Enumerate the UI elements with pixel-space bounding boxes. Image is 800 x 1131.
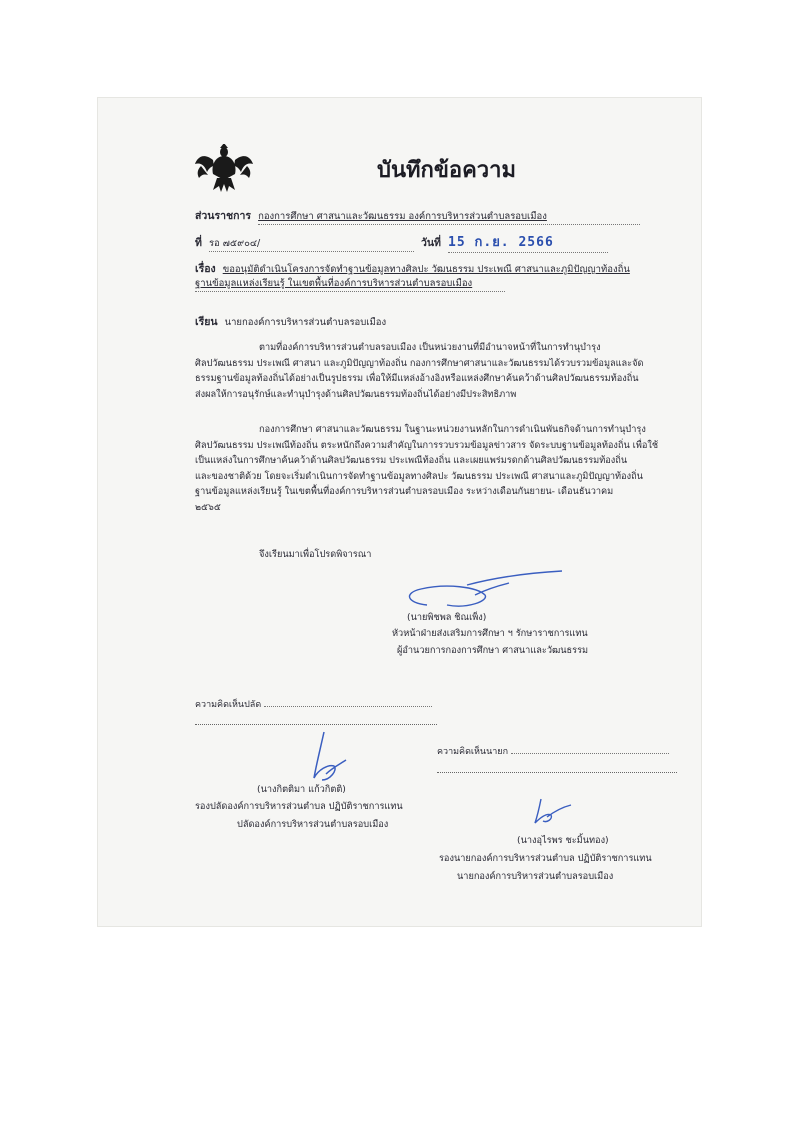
ref-value: รอ ๗๕๙๐๔/ (209, 236, 414, 252)
to-row (195, 313, 386, 330)
paragraph-line: ศิลปวัฒนธรรม ประเพณีท้องถิ่น ตระหนักถึงความสำคัญในการรวบรวมข้อมูลข่าวสาร จัดระบบฐานข้อมูลท้องถิ่น เพื่อใช้ (195, 439, 659, 451)
to-label: เรียน (195, 316, 218, 328)
subject-line-1: ขออนุมัติดำเนินโครงการจัดทำฐานข้อมูลทางศิลปะ วัฒนธรรม ประเพณี ศาสนาและภูมิปัญญาท้องถิ่น (222, 264, 630, 275)
paragraph-line: เป็นแหล่งในการศึกษาค้นคว้าด้านศิลปวัฒนธรรม ประเพณีท้องถิ่น และเผยแพร่มรดกด้านศิลปวัฒนธรรมท้องถิ่น (195, 455, 628, 466)
clerk-opinion-label: ความคิดเห็นปลัด (195, 700, 262, 710)
mayor-signer-position-2: นายกองค์การบริหารส่วนตำบลรอบเมือง (457, 871, 614, 882)
subject-row (195, 260, 630, 277)
signature-scribble-mayor (527, 795, 575, 827)
clerk-opinion-row (195, 697, 432, 711)
paragraph-line: ส่งผลให้การอนุรักษ์และทำนุบำรุงด้านศิลปวัฒนธรรมท้องถิ่นได้อย่างมีประสิทธิภาพ (195, 388, 517, 400)
closing-text: จึงเรียนมาเพื่อโปรดพิจารณา (259, 549, 372, 560)
signature-scribble-main (397, 565, 567, 615)
ref-label: ที่ (195, 237, 202, 249)
paragraph-line: ตามที่องค์การบริหารส่วนตำบลรอบเมือง เป็นหน่วยงานที่มีอำนาจหน้าที่ในการทำนุบำรุง (259, 342, 601, 353)
agency-row (195, 207, 640, 225)
date-label: วันที่ (420, 237, 441, 249)
paragraph-line: และของชาติด้วย โดยจะเริ่มดำเนินการจัดทำฐานข้อมูลทางศิลปะ วัฒนธรรม ประเพณี ศาสนาและภูมิปัญญาท้องถิ่น (195, 470, 643, 482)
mayor-signer-name: (นางอุไรพร ชะมิ้นทอง) (517, 835, 609, 846)
subject-line-2: ฐานข้อมูลแหล่งเรียนรู้ ในเขตพื้นที่องค์การบริหารส่วนตำบลรอบเมือง (195, 276, 505, 292)
main-signer-name: (นายพิชพล ชิณเพ็ง) (407, 612, 487, 623)
main-signer-position-2: ผู้อำนวยการกองการศึกษา ศาสนาและวัฒนธรรม (397, 645, 589, 656)
clerk-signer-position-1: รองปลัดองค์การบริหารส่วนตำบล ปฏิบัติราชการแทน (195, 801, 403, 812)
to-value: นายกองค์การบริหารส่วนตำบลรอบเมือง (224, 317, 387, 328)
paragraph-line: กองการศึกษา ศาสนาและวัฒนธรรม ในฐานะหน่วยงานหลักในการดำเนินพันธกิจด้านการทำนุบำรุง (259, 424, 646, 435)
paragraph-line: ๒๕๖๕ (195, 501, 221, 513)
garuda-emblem-icon (193, 144, 255, 194)
mayor-opinion-label: ความคิดเห็นนายก (437, 747, 509, 757)
mayor-opinion-line (437, 772, 677, 773)
subject-label: เรื่อง (195, 263, 216, 275)
paragraph-line: ศิลปวัฒนธรรม ประเพณี ศาสนา และภูมิปัญญาท้องถิ่น กองการศึกษาศาสนาและวัฒนธรรมได้รวบรวมข้อมูลและจัด (195, 357, 644, 369)
clerk-signer-name: (นางกิตติมา แก้วกิตติ) (257, 784, 346, 795)
signature-scribble-clerk (302, 730, 352, 785)
agency-value: กองการศึกษา ศาสนาและวัฒนธรรม องค์การบริหารส่วนตำบลรอบเมือง (258, 209, 640, 225)
memo-page (97, 97, 702, 927)
paragraph-2 (195, 422, 673, 515)
agency-label: ส่วนราชการ (195, 210, 252, 222)
clerk-signer-position-2: ปลัดองค์การบริหารส่วนตำบลรอบเมือง (237, 819, 389, 830)
date-value: 15 ก.ย. 2566 (448, 231, 608, 253)
paragraph-line: ฐานข้อมูลแหล่งเรียนรู้ ในเขตพื้นที่องค์การบริหารส่วนตำบลรอบเมือง ระหว่างเดือนกันยายน- เดือนธันวาคม (195, 486, 614, 497)
paragraph-1 (195, 340, 673, 402)
ref-row (195, 231, 608, 253)
subject-row-2 (195, 276, 505, 292)
paragraph-line: ธรรมฐานข้อมูลท้องถิ่นได้อย่างเป็นรูปธรรม เพื่อให้มีแหล่งอ้างอิงหรือแหล่งศึกษาค้นคว้าด้านศิลปวัฒนธรรมท้องถิ่น (195, 373, 639, 384)
mayor-opinion-row (437, 744, 669, 758)
clerk-opinion-line (195, 724, 437, 725)
memo-title: บันทึกข้อความ (377, 158, 517, 183)
mayor-signer-position-1: รองนายกองค์การบริหารส่วนตำบล ปฏิบัติราชการแทน (439, 853, 652, 864)
main-signer-position-1: หัวหน้าฝ่ายส่งเสริมการศึกษา ฯ รักษาราชการแทน (392, 628, 588, 639)
